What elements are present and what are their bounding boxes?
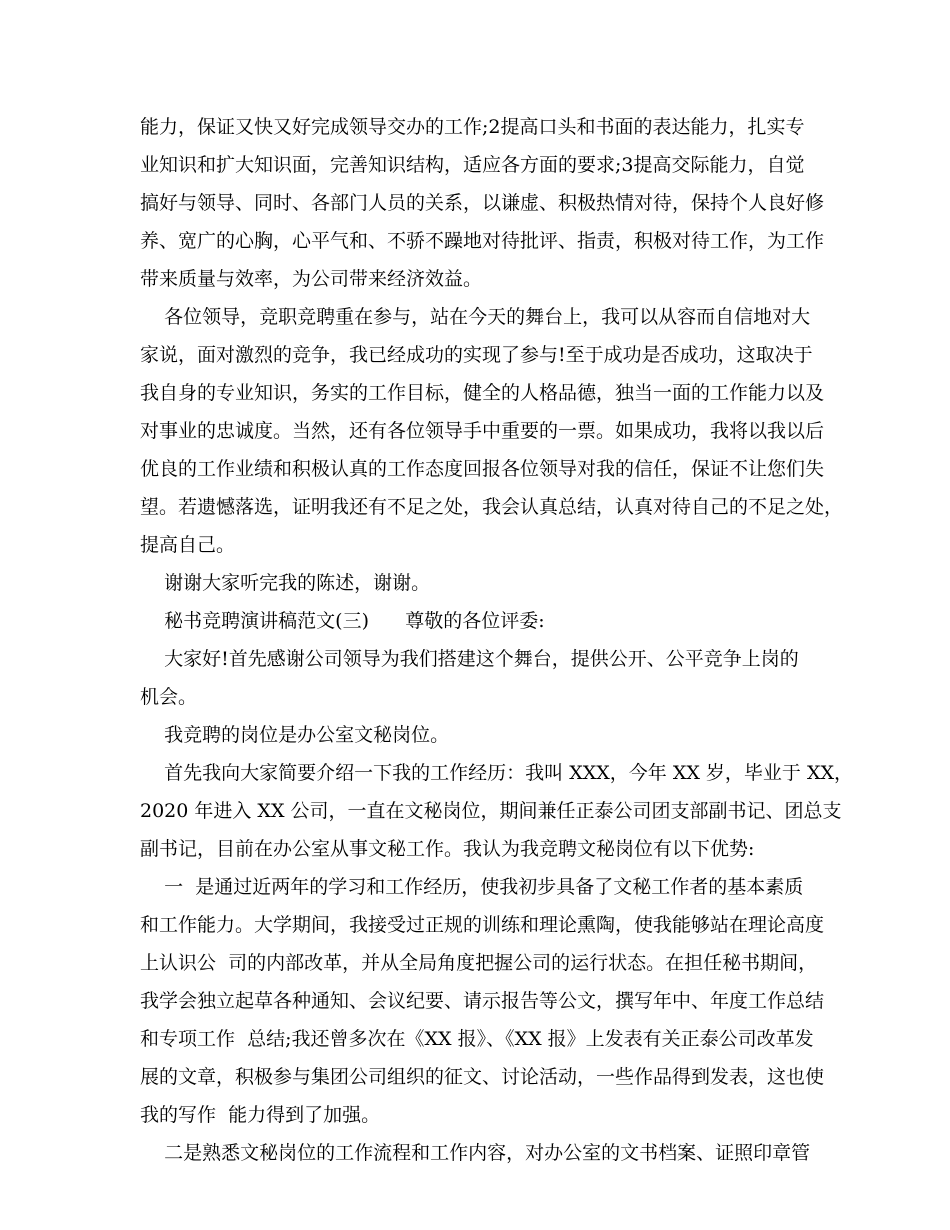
text-line: 提高自己。 [140,534,236,556]
text-line: 和专项工作 总结;我还曾多次在《XX 报》、《XX 报》上发表有关正泰公司改革发 [140,1028,814,1050]
text-line: 大家好!首先感谢公司领导为我们搭建这个舞台，提供公开、公平竞争上岗的 [140,648,799,670]
text-line: 业知识和扩大知识面，完善知识结构，适应各方面的要求;3提高交际能力，自觉 [140,154,805,176]
text-line: 对事业的忠诚度。当然，还有各位领导手中重要的一票。如果成功，我将以我以后 [140,420,825,442]
text-line: 家说，面对激烈的竞争，我已经成功的实现了参与!至于成功是否成功，这取决于 [140,344,813,366]
text-line: 带来质量与效率，为公司带来经济效益。 [140,268,483,290]
text-line: 首先我向大家简要介绍一下我的工作经历：我叫 XXX，今年 XX 岁，毕业于 XX， [140,762,854,784]
text-line: 各位领导，竞职竞聘重在参与，站在今天的舞台上，我可以从容而自信地对大 [140,306,811,328]
text-line: 谢谢大家听完我的陈述，谢谢。 [140,572,431,594]
text-line: 和工作能力。大学期间，我接受过正规的训练和理论熏陶，使我能够站在理论高度 [140,914,825,936]
text-line: 展的文章，积极参与集团公司组织的征文、讨论活动，一些作品得到发表，这也使 [140,1066,825,1088]
text-line: 上认识公 司的内部改革，并从全局角度把握公司的运行状态。在担任秘书期间， [140,952,818,974]
text-line: 机会。 [140,686,198,708]
text-line: 养、宽广的心胸，心平气和、不骄不躁地对待批评、指责，积极对待工作，为工作 [140,230,825,252]
text-line: 副书记，目前在办公室从事文秘工作。我认为我竞聘文秘岗位有以下优势: [140,838,755,860]
text-line: 一 是通过近两年的学习和工作经历，使我初步具备了文秘工作者的基本素质 [140,876,804,898]
text-line: 优良的工作业绩和积极认真的工作态度回报各位领导对我的信任，保证不让您们失 [140,458,825,480]
text-line: 我的写作 能力得到了加强。 [140,1104,381,1126]
text-line: 望。若遗憾落选，证明我还有不足之处，我会认真总结，认真对待自己的不足之处， [140,496,844,518]
text-line: 能力，保证又快又好完成领导交办的工作;2提高口头和书面的表达能力，扎实专 [140,116,805,138]
text-line: 我竞聘的岗位是办公室文秘岗位。 [140,724,450,746]
section-heading: 秘书竞聘演讲稿范文(三) 尊敬的各位评委: [140,610,545,632]
text-line: 我自身的专业知识，务实的工作目标，健全的人格品德，独当一面的工作能力以及 [140,382,825,404]
text-line: 搞好与领导、同时、各部门人员的关系，以谦虚、积极热情对待，保持个人良好修 [140,192,825,214]
text-line: 我学会独立起草各种通知、会议纪要、请示报告等公文，撰写年中、年度工作总结 [140,990,825,1012]
text-line: 2020 年进入 XX 公司，一直在文秘岗位，期间兼任正泰公司团支部副书记、团总支 [140,800,842,822]
text-line: 二是熟悉文秘岗位的工作流程和工作内容，对办公室的文书档案、证照印章管 [140,1142,811,1164]
